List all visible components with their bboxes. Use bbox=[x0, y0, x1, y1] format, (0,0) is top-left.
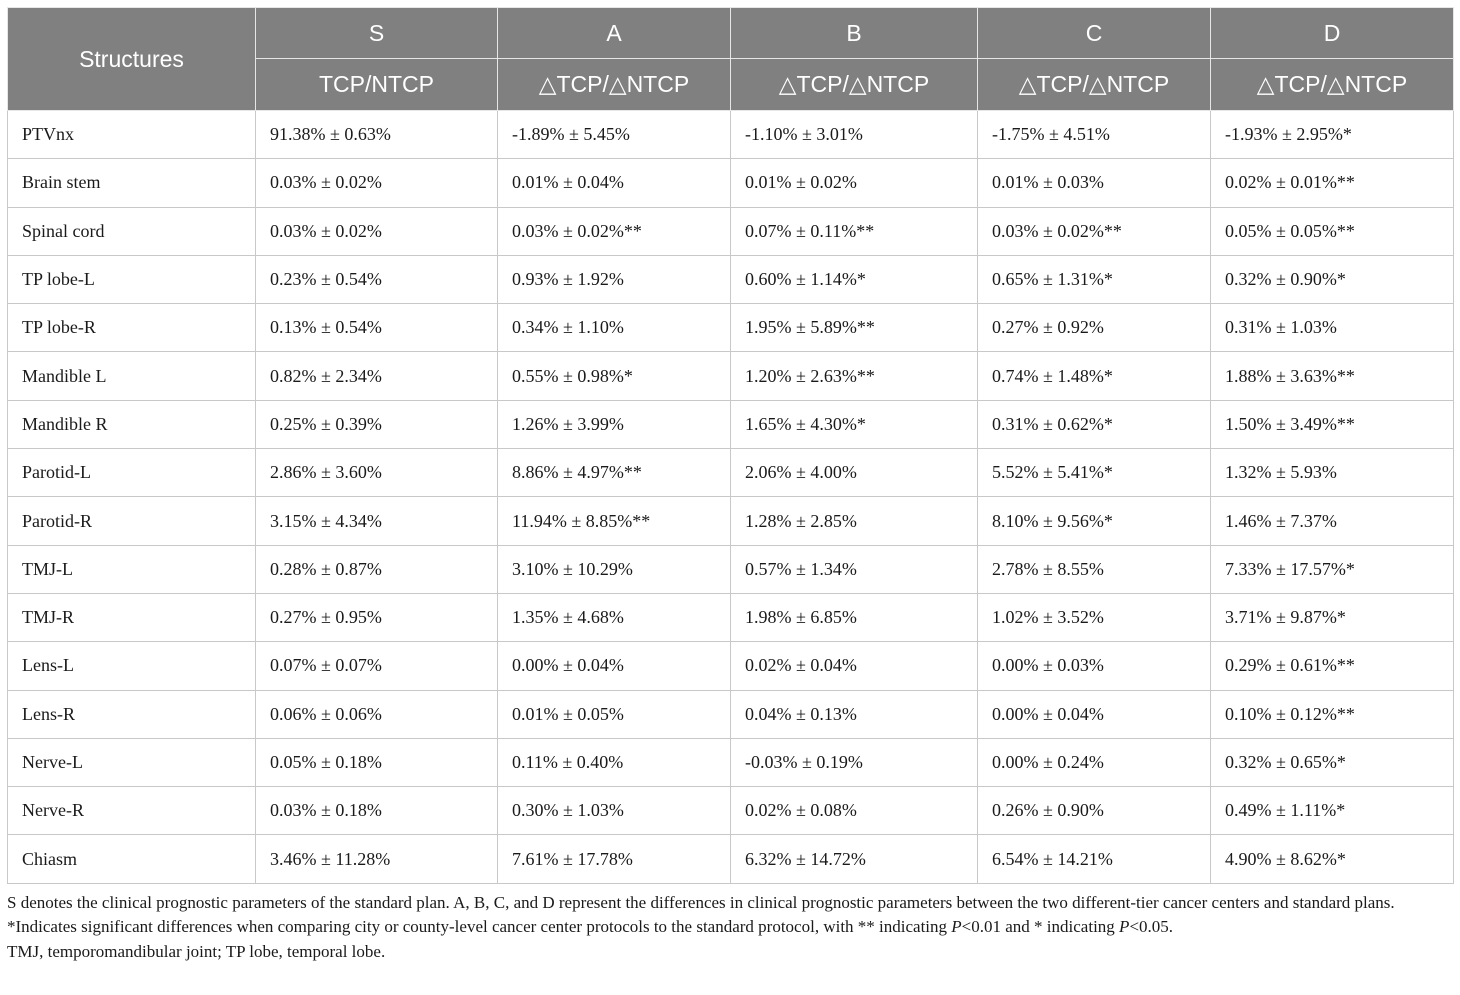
structure-name-cell: TP lobe-R bbox=[8, 304, 256, 352]
structure-name-cell: TMJ-L bbox=[8, 545, 256, 593]
structure-name-cell: Parotid-L bbox=[8, 449, 256, 497]
value-cell-d: 0.49% ± 1.11%* bbox=[1211, 787, 1454, 835]
structure-name-cell: Nerve-L bbox=[8, 738, 256, 786]
value-cell-d: 0.10% ± 0.12%** bbox=[1211, 690, 1454, 738]
structure-name-cell: Brain stem bbox=[8, 159, 256, 207]
value-cell-d: 0.31% ± 1.03% bbox=[1211, 304, 1454, 352]
header-group-b: B bbox=[731, 8, 978, 59]
value-cell-a: 3.10% ± 10.29% bbox=[498, 545, 731, 593]
value-cell-a: 0.34% ± 1.10% bbox=[498, 304, 731, 352]
table-row bbox=[8, 642, 1454, 690]
value-cell-a: 1.26% ± 3.99% bbox=[498, 400, 731, 448]
value-cell-b: 0.02% ± 0.08% bbox=[731, 787, 978, 835]
subheader-a: △TCP/△NTCP bbox=[498, 59, 731, 111]
value-cell-s: 0.25% ± 0.39% bbox=[256, 400, 498, 448]
subheader-s: TCP/NTCP bbox=[256, 59, 498, 111]
table-row bbox=[8, 207, 1454, 255]
table-row bbox=[8, 304, 1454, 352]
structure-name-cell: Parotid-R bbox=[8, 497, 256, 545]
value-cell-c: 0.65% ± 1.31%* bbox=[978, 255, 1211, 303]
value-cell-a: 7.61% ± 17.78% bbox=[498, 835, 731, 883]
table-row bbox=[8, 545, 1454, 593]
value-cell-b: 0.07% ± 0.11%** bbox=[731, 207, 978, 255]
table-row bbox=[8, 497, 1454, 545]
value-cell-d: 1.88% ± 3.63%** bbox=[1211, 352, 1454, 400]
value-cell-c: 0.31% ± 0.62%* bbox=[978, 400, 1211, 448]
value-cell-d: 1.50% ± 3.49%** bbox=[1211, 400, 1454, 448]
subheader-c: △TCP/△NTCP bbox=[978, 59, 1211, 111]
structure-name-cell: Lens-R bbox=[8, 690, 256, 738]
value-cell-a: 0.00% ± 0.04% bbox=[498, 642, 731, 690]
header-row-groups bbox=[8, 8, 1454, 59]
value-cell-d: 1.32% ± 5.93% bbox=[1211, 449, 1454, 497]
value-cell-a: 0.55% ± 0.98%* bbox=[498, 352, 731, 400]
value-cell-a: 1.35% ± 4.68% bbox=[498, 593, 731, 641]
value-cell-b: 1.98% ± 6.85% bbox=[731, 593, 978, 641]
structure-name-cell: TP lobe-L bbox=[8, 255, 256, 303]
value-cell-b: 1.28% ± 2.85% bbox=[731, 497, 978, 545]
value-cell-b: 6.32% ± 14.72% bbox=[731, 835, 978, 883]
value-cell-c: 5.52% ± 5.41%* bbox=[978, 449, 1211, 497]
value-cell-c: 0.01% ± 0.03% bbox=[978, 159, 1211, 207]
value-cell-a: 0.01% ± 0.04% bbox=[498, 159, 731, 207]
value-cell-a: 0.93% ± 1.92% bbox=[498, 255, 731, 303]
value-cell-c: -1.75% ± 4.51% bbox=[978, 111, 1211, 159]
value-cell-c: 2.78% ± 8.55% bbox=[978, 545, 1211, 593]
value-cell-c: 1.02% ± 3.52% bbox=[978, 593, 1211, 641]
value-cell-d: 0.29% ± 0.61%** bbox=[1211, 642, 1454, 690]
footnote-abbreviations: TMJ, temporomandibular joint; TP lobe, temporal lobe. bbox=[7, 941, 386, 961]
footnote-definitions: S denotes the clinical prognostic parameters of the standard plan. A, B, C, and D represent the differences in clinical prognostic parameters between the two different-tier cancer centers and standard plans. bbox=[7, 892, 1395, 912]
value-cell-d: 0.02% ± 0.01%** bbox=[1211, 159, 1454, 207]
value-cell-c: 0.00% ± 0.03% bbox=[978, 642, 1211, 690]
value-cell-c: 0.00% ± 0.04% bbox=[978, 690, 1211, 738]
table-figure bbox=[7, 7, 1453, 964]
value-cell-d: 1.46% ± 7.37% bbox=[1211, 497, 1454, 545]
subheader-b: △TCP/△NTCP bbox=[731, 59, 978, 111]
table-row bbox=[8, 400, 1454, 448]
value-cell-s: 3.46% ± 11.28% bbox=[256, 835, 498, 883]
value-cell-s: 0.13% ± 0.54% bbox=[256, 304, 498, 352]
value-cell-d: 3.71% ± 9.87%* bbox=[1211, 593, 1454, 641]
value-cell-s: 0.27% ± 0.95% bbox=[256, 593, 498, 641]
table-row bbox=[8, 352, 1454, 400]
table-row bbox=[8, 593, 1454, 641]
structure-name-cell: Chiasm bbox=[8, 835, 256, 883]
value-cell-s: 0.03% ± 0.02% bbox=[256, 159, 498, 207]
value-cell-s: 91.38% ± 0.63% bbox=[256, 111, 498, 159]
table-row bbox=[8, 255, 1454, 303]
value-cell-d: 0.32% ± 0.90%* bbox=[1211, 255, 1454, 303]
structure-name-cell: PTVnx bbox=[8, 111, 256, 159]
value-cell-s: 0.23% ± 0.54% bbox=[256, 255, 498, 303]
value-cell-b: -1.10% ± 3.01% bbox=[731, 111, 978, 159]
structure-name-cell: Nerve-R bbox=[8, 787, 256, 835]
value-cell-c: 8.10% ± 9.56%* bbox=[978, 497, 1211, 545]
table-row bbox=[8, 738, 1454, 786]
structure-name-cell: Mandible R bbox=[8, 400, 256, 448]
value-cell-b: 0.01% ± 0.02% bbox=[731, 159, 978, 207]
value-cell-c: 0.27% ± 0.92% bbox=[978, 304, 1211, 352]
table-row bbox=[8, 449, 1454, 497]
table-row bbox=[8, 787, 1454, 835]
value-cell-b: 1.65% ± 4.30%* bbox=[731, 400, 978, 448]
value-cell-a: -1.89% ± 5.45% bbox=[498, 111, 731, 159]
value-cell-b: 0.02% ± 0.04% bbox=[731, 642, 978, 690]
value-cell-c: 0.00% ± 0.24% bbox=[978, 738, 1211, 786]
value-cell-s: 0.05% ± 0.18% bbox=[256, 738, 498, 786]
value-cell-b: 1.20% ± 2.63%** bbox=[731, 352, 978, 400]
table-row bbox=[8, 159, 1454, 207]
header-group-s: S bbox=[256, 8, 498, 59]
subheader-d: △TCP/△NTCP bbox=[1211, 59, 1454, 111]
value-cell-a: 0.11% ± 0.40% bbox=[498, 738, 731, 786]
value-cell-s: 0.28% ± 0.87% bbox=[256, 545, 498, 593]
value-cell-d: 0.05% ± 0.05%** bbox=[1211, 207, 1454, 255]
value-cell-b: 0.57% ± 1.34% bbox=[731, 545, 978, 593]
table-row bbox=[8, 690, 1454, 738]
value-cell-s: 3.15% ± 4.34% bbox=[256, 497, 498, 545]
value-cell-d: 0.32% ± 0.65%* bbox=[1211, 738, 1454, 786]
value-cell-b: -0.03% ± 0.19% bbox=[731, 738, 978, 786]
footnote-significance: *Indicates significant differences when comparing city or county-level cancer center protocols to the standard protocol, with ** indicating P<0.01 and * indicating P<0.05. bbox=[7, 917, 1174, 937]
header-group-a: A bbox=[498, 8, 731, 59]
value-cell-a: 0.03% ± 0.02%** bbox=[498, 207, 731, 255]
structure-name-cell: Lens-L bbox=[8, 642, 256, 690]
value-cell-d: -1.93% ± 2.95%* bbox=[1211, 111, 1454, 159]
value-cell-c: 0.74% ± 1.48%* bbox=[978, 352, 1211, 400]
table-row bbox=[8, 835, 1454, 883]
value-cell-d: 4.90% ± 8.62%* bbox=[1211, 835, 1454, 883]
value-cell-s: 0.82% ± 2.34% bbox=[256, 352, 498, 400]
value-cell-s: 0.07% ± 0.07% bbox=[256, 642, 498, 690]
header-group-c: C bbox=[978, 8, 1211, 59]
value-cell-b: 0.60% ± 1.14%* bbox=[731, 255, 978, 303]
table-header bbox=[8, 8, 1454, 111]
value-cell-b: 0.04% ± 0.13% bbox=[731, 690, 978, 738]
value-cell-s: 2.86% ± 3.60% bbox=[256, 449, 498, 497]
structure-name-cell: Spinal cord bbox=[8, 207, 256, 255]
value-cell-a: 11.94% ± 8.85%** bbox=[498, 497, 731, 545]
value-cell-a: 0.30% ± 1.03% bbox=[498, 787, 731, 835]
value-cell-s: 0.03% ± 0.02% bbox=[256, 207, 498, 255]
value-cell-s: 0.06% ± 0.06% bbox=[256, 690, 498, 738]
value-cell-b: 1.95% ± 5.89%** bbox=[731, 304, 978, 352]
value-cell-s: 0.03% ± 0.18% bbox=[256, 787, 498, 835]
table-footnotes bbox=[7, 891, 1453, 965]
value-cell-a: 8.86% ± 4.97%** bbox=[498, 449, 731, 497]
header-group-d: D bbox=[1211, 8, 1454, 59]
value-cell-d: 7.33% ± 17.57%* bbox=[1211, 545, 1454, 593]
value-cell-a: 0.01% ± 0.05% bbox=[498, 690, 731, 738]
table-body bbox=[8, 111, 1454, 884]
results-table bbox=[7, 7, 1454, 884]
structure-name-cell: Mandible L bbox=[8, 352, 256, 400]
value-cell-b: 2.06% ± 4.00% bbox=[731, 449, 978, 497]
value-cell-c: 6.54% ± 14.21% bbox=[978, 835, 1211, 883]
header-structures: Structures bbox=[8, 8, 256, 111]
value-cell-c: 0.03% ± 0.02%** bbox=[978, 207, 1211, 255]
structure-name-cell: TMJ-R bbox=[8, 593, 256, 641]
table-row bbox=[8, 111, 1454, 159]
value-cell-c: 0.26% ± 0.90% bbox=[978, 787, 1211, 835]
